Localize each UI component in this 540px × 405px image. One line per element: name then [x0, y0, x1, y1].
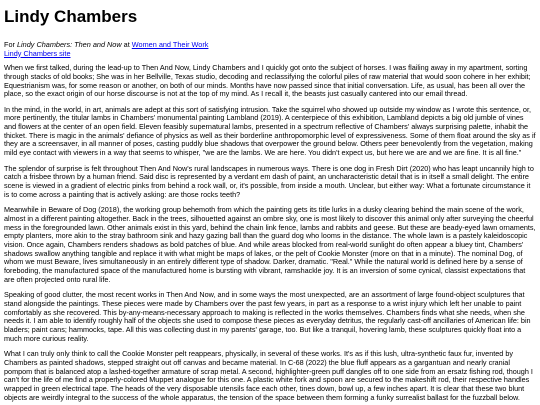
publication-title: Lindy Chambers: Then and Now — [16, 40, 122, 49]
paragraph-2: In the mind, in the world, in art, animals are adept at this sort of satisfying intrusion. Take the squirrel who showed up outside my window as I wrote this sentence, or, more pertinently, the titular lambs in Chambers' monumental painting Lambland (2019). A centerpiece of this exhibition, Lambland depicts a big old jumble of vines and flowers at the center of an open field. Eleven feasibly supernatural lambs, presented in a spectrum reflective of Chambers' always surprising palette, inhabit the thicket. There is magic in the animals' defiance of physics as well as their borderline anthropomorphic level of expressiveness. Some of them float around the sky as if they are a screensaver, in all manner of poses, casting puddly blue shadows that overpower the ground below. Others peer benevolently from the vegetation, making mild eye contact with viewers in a way that seems to whisper, "we are the lambs. We are here. You didn't expect us, but here we are and we are fine. It is all fine." — [4, 104, 536, 158]
paragraph-4: Meanwhile in Beware of Dog (2018), the working group behemoth from which the painting gets its title lurks in a dusky clearing behind the main scene of the work, almost in a different painting altogether. Back in the trees, silhouetted against an ombre sky, one is most likely to discover this animal only after surveying the cheerful mess in the foregrounded lawn. Other animals exist in this yard, behind the chain link fence, lambs and rabbits and geese. But these are beady-eyed lawn ornaments, empty planters, more akin to the stray bathroom sink and hazy gazing ball than the guard dog who looms in the distance. The whole lawn is a pastely kaleidoscopic vision. Once again, Chambers renders shadows as bold patches of blue. And while areas blocked from real-world sunlight do often appear a bluey tint, Chambers' shadows swallow anything tangible and replace it with what might be maps of lakes, or the pelt of Cookie Monster (more on that in a minute). The nominal Dog, of whom we must Beware, lives simultaneously in an entirely different type of shadow. Darker, dramatic. "Real." While the natural world is defined here by a sense of foreboding, the manufactured space of the manufactured home is bursting with vibrant, ramshackle joy. It is an inversion of some cynical, classist expectations that are often projected onto rural life. — [4, 205, 536, 284]
byline-prefix: For — [4, 40, 17, 49]
byline-at: at — [121, 40, 132, 49]
byline — [4, 41, 536, 58]
page-title: Lindy Chambers — [4, 7, 138, 26]
paragraph-5: Speaking of good clutter, the most recent works in Then And Now, and in some ways the most unexpected, are an assortment of large found-object sculptures that stand alongside the paintings. These pieces were made by Chambers over the past few years, in part as a response to a wrist injury which left her unable to paint comfortably as she recovered. This by-any-means-necessary approach to making is reflected in the works themselves. Chambers finds what she needs, when she needs it. I am able to identify roughly half of the objects she used to compose these pieces as everyday detritus, the regularly cast-off ancillaries of American life: bin bladers; paint cans; hammocks, tape. All this was collecting dust in my parents' garage, too. But like a tranquil, hovering lamb, these sculptures quickly float into a much more curious reality. — [4, 290, 531, 343]
paragraph-1: When we first talked, during the lead-up to Then And Now, Lindy Chambers and I quickly got onto the subject of horses. I was flailing away in my apartment, sorting through stacks of old books; She was in her Bellville, Texas studio, decoding and reclassifying the colorful piles of raw material that would soon cohere in her exhibit; Equestrianism was, for some reason or another, on both of our minds. Months have now passed since that initial conversation. Life, as usual, has been all over the place, so the exact origin of our horse discourse is not at the top of my mind. As I recall it, the beasts just casually cantered into our email thread. — [4, 63, 531, 99]
artist-site-link[interactable]: Lindy Chambers site — [4, 48, 71, 58]
venue-link[interactable]: Women and Their Work — [131, 40, 209, 49]
byline-line-1 — [4, 41, 536, 50]
paragraph-3: The splendor of surprise is felt throughout Then And Now's rural landscapes in numerous ways. There is one dog in Fresh Dirt (2020) who has leapt uncannily high to catch a frisbee thrown by a human friend. Said disc is represented by a verdant em dash of paint, an uncharacteristic detail that is in itself a small delight. The entire scene is viewed in a gradient of electric pinks from behind a rock wall, or, it's possible, from inside a mouth. Unclear, but either way: What a fortunate circumstance it is to come across a painting that is actively asking: are those rocks teeth? — [4, 163, 534, 199]
byline-line-2 — [4, 50, 536, 59]
paragraph-6: What I can truly only think to call the Cookie Monster pelt reappears, physically, in several of these works. It's as if this lush, ultra-synthetic faux fur, invented by Chambers as painted shadows, stepped straight out off canvas and became material. In C-68 (2022) the blue fluff appears as a gargantuan and nearly cranial pompom that is balanced atop a lashed-together armature of scrap metal. A second, highlighter-green puff dangles off to one side from an ersatz fishing rod, though I can't for the life of me find a properly-colored Muppet analogue for this one. A plastic white fork and spoon are secured to the makeshift rod, their respective handles wrapped in green electrical tape. The heads of the very disposable utensils face each other, tines down, bowl up, a few inches apart. It is clear that these two blunt objects are weirdly integral to the success of the whole apparatus, the tension of the space between them forming a funky surrealist ballast for the fuzzball below. — [4, 349, 533, 402]
